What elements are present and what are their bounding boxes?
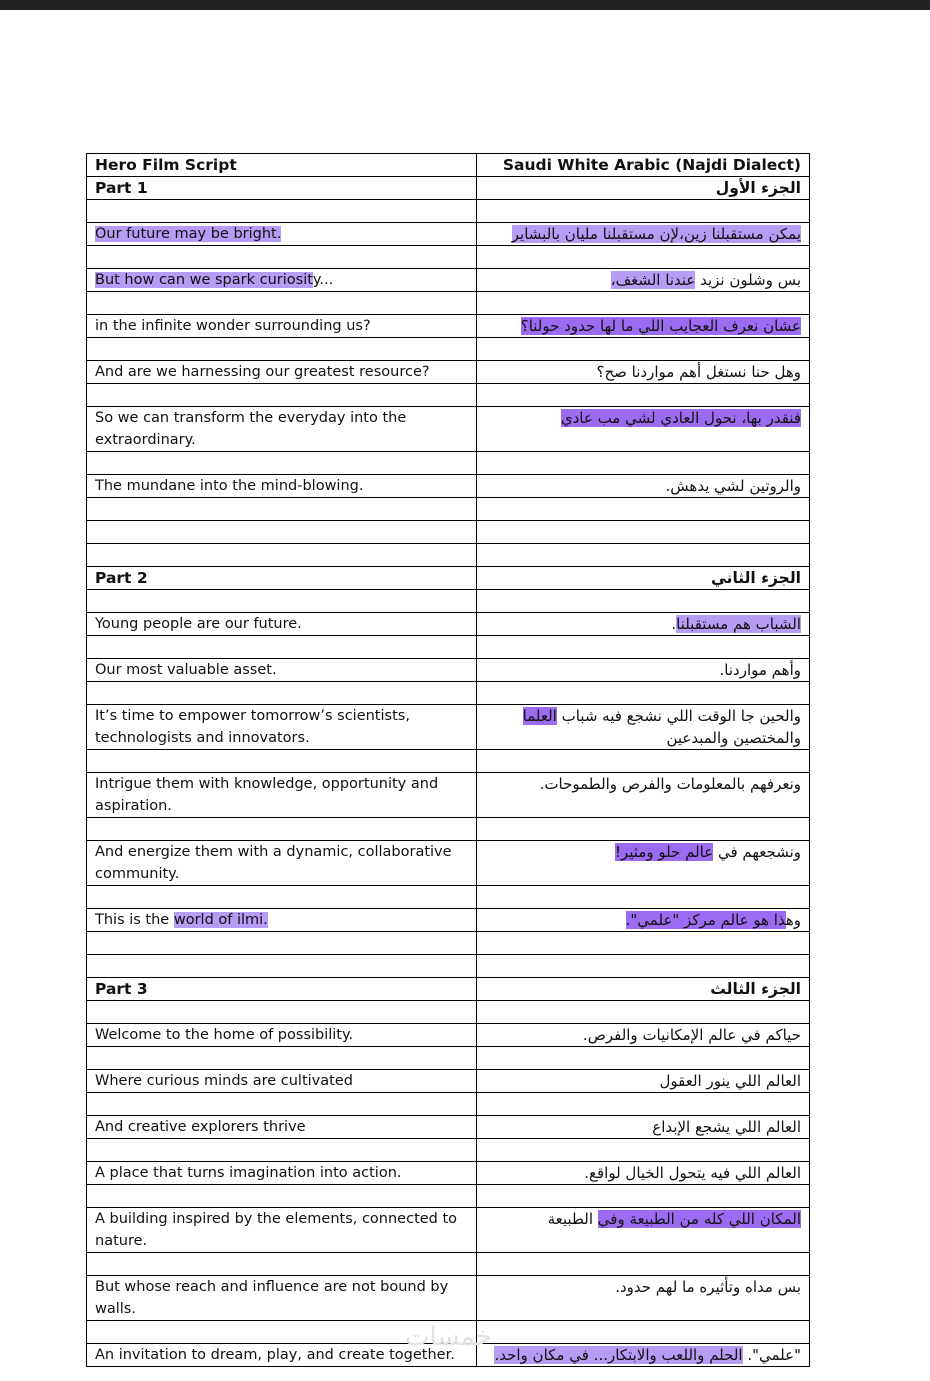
arabic-text: والمختصين والمبدعين bbox=[666, 729, 801, 747]
english-text: Our most valuable asset. bbox=[95, 662, 277, 678]
english-cell bbox=[87, 384, 477, 407]
english-cell bbox=[87, 1139, 477, 1162]
arabic-text: الجزء الثالث bbox=[710, 980, 801, 998]
arabic-cell bbox=[477, 338, 810, 361]
arabic-cell bbox=[477, 1344, 810, 1367]
english-cell bbox=[87, 1093, 477, 1116]
table-row bbox=[87, 909, 810, 932]
header-arabic: Saudi White Arabic (Najdi Dialect) bbox=[477, 154, 810, 177]
blank-row bbox=[87, 384, 810, 407]
table-row bbox=[87, 1070, 810, 1093]
arabic-cell bbox=[477, 1116, 810, 1139]
arabic-cell bbox=[477, 909, 810, 932]
english-cell bbox=[87, 498, 477, 521]
arabic-cell bbox=[477, 521, 810, 544]
english-cell bbox=[87, 1024, 477, 1047]
blank-row bbox=[87, 452, 810, 475]
english-cell bbox=[87, 773, 477, 818]
blank-row bbox=[87, 932, 810, 955]
table-row bbox=[87, 407, 810, 452]
arabic-text: وأهم مواردنا. bbox=[719, 661, 801, 679]
arabic-cell bbox=[477, 177, 810, 200]
english-text: The mundane into the mind-blowing. bbox=[95, 478, 364, 494]
blank-row bbox=[87, 292, 810, 315]
arabic-text: حياكم في عالم الإمكانيات والفرص. bbox=[582, 1026, 801, 1044]
english-text: Part 2 bbox=[95, 569, 148, 587]
english-text: A building inspired by the elements, connected to nature. bbox=[95, 1211, 458, 1249]
arabic-highlight: ذا هو عالم مركز "علمي". bbox=[625, 911, 786, 929]
blank-row bbox=[87, 498, 810, 521]
english-cell bbox=[87, 1276, 477, 1321]
english-cell bbox=[87, 1001, 477, 1024]
english-cell bbox=[87, 590, 477, 613]
arabic-cell bbox=[477, 705, 810, 750]
blank-row bbox=[87, 955, 810, 978]
english-cell bbox=[87, 407, 477, 452]
english-cell bbox=[87, 1253, 477, 1276]
english-cell bbox=[87, 682, 477, 705]
blank-row bbox=[87, 544, 810, 567]
arabic-text: ونشجعهم في bbox=[713, 843, 801, 861]
english-highlight: But how can we spark curiosit bbox=[95, 272, 313, 288]
english-cell bbox=[87, 475, 477, 498]
arabic-cell bbox=[477, 452, 810, 475]
english-cell bbox=[87, 1162, 477, 1185]
arabic-highlight: الحلم واللعب والابتكار... في مكان واحد. bbox=[494, 1346, 743, 1364]
arabic-cell bbox=[477, 1162, 810, 1185]
english-text: Welcome to the home of possibility. bbox=[95, 1027, 354, 1043]
arabic-cell bbox=[477, 200, 810, 223]
watermark: خمسات bbox=[405, 1322, 492, 1352]
english-cell bbox=[87, 818, 477, 841]
blank-row bbox=[87, 590, 810, 613]
table-row bbox=[87, 613, 810, 636]
arabic-text: العالم اللي يشجع الإبداع bbox=[652, 1118, 801, 1136]
english-text: Where curious minds are cultivated bbox=[95, 1073, 353, 1089]
arabic-cell bbox=[477, 841, 810, 886]
arabic-cell bbox=[477, 246, 810, 269]
english-text: Intrigue them with knowledge, opportunity and aspiration. bbox=[95, 776, 439, 814]
table-header-row bbox=[87, 154, 810, 177]
table-row bbox=[87, 1276, 810, 1321]
english-cell bbox=[87, 246, 477, 269]
english-cell bbox=[87, 315, 477, 338]
blank-row bbox=[87, 636, 810, 659]
table-row bbox=[87, 1024, 810, 1047]
english-cell bbox=[87, 613, 477, 636]
table-row bbox=[87, 223, 810, 246]
arabic-cell bbox=[477, 567, 810, 590]
blank-row bbox=[87, 338, 810, 361]
arabic-text: "علمي". bbox=[742, 1346, 801, 1364]
arabic-text: وهل حنا نستغل أهم مواردنا صح؟ bbox=[596, 363, 801, 381]
english-cell bbox=[87, 841, 477, 886]
english-cell bbox=[87, 1070, 477, 1093]
arabic-highlight: الشباب هم مستقبلنا bbox=[676, 615, 801, 633]
blank-row bbox=[87, 1001, 810, 1024]
arabic-cell bbox=[477, 498, 810, 521]
arabic-cell bbox=[477, 292, 810, 315]
english-text: Part 3 bbox=[95, 980, 148, 998]
english-highlight: Our future may be bright. bbox=[95, 226, 282, 242]
english-cell bbox=[87, 567, 477, 590]
english-highlight: world of ilmi. bbox=[173, 912, 268, 928]
arabic-cell bbox=[477, 1070, 810, 1093]
english-text: An invitation to dream, play, and create together. bbox=[95, 1347, 455, 1363]
english-text: Young people are our future. bbox=[95, 616, 302, 632]
top-bar bbox=[0, 0, 930, 10]
arabic-text: العالم اللي ينور العقول bbox=[659, 1072, 801, 1090]
english-text: A place that turns imagination into action. bbox=[95, 1165, 402, 1181]
english-text: And are we harnessing our greatest resource? bbox=[95, 364, 430, 380]
english-cell bbox=[87, 1116, 477, 1139]
english-text: y... bbox=[312, 272, 334, 288]
arabic-cell bbox=[477, 1321, 810, 1344]
arabic-cell bbox=[477, 475, 810, 498]
blank-row bbox=[87, 1253, 810, 1276]
arabic-text: وه bbox=[785, 911, 801, 929]
arabic-text: . bbox=[671, 615, 677, 633]
table-row bbox=[87, 841, 810, 886]
english-cell bbox=[87, 223, 477, 246]
arabic-cell bbox=[477, 932, 810, 955]
table-row bbox=[87, 705, 810, 750]
english-text: in the infinite wonder surrounding us? bbox=[95, 318, 371, 334]
arabic-text: الجزء الأول bbox=[715, 179, 801, 197]
header-english: Hero Film Script bbox=[87, 154, 477, 177]
table-row bbox=[87, 773, 810, 818]
blank-row bbox=[87, 886, 810, 909]
table-row bbox=[87, 1162, 810, 1185]
english-cell bbox=[87, 659, 477, 682]
blank-row bbox=[87, 750, 810, 773]
script-table bbox=[86, 153, 810, 1367]
english-cell bbox=[87, 955, 477, 978]
arabic-text: والحين جا الوقت اللي نشجع فيه شباب bbox=[556, 707, 801, 725]
arabic-cell bbox=[477, 750, 810, 773]
english-cell bbox=[87, 886, 477, 909]
table-row bbox=[87, 659, 810, 682]
english-cell bbox=[87, 750, 477, 773]
english-text: And energize them with a dynamic, collaborative community. bbox=[95, 844, 452, 882]
part-heading-row bbox=[87, 567, 810, 590]
arabic-cell bbox=[477, 886, 810, 909]
arabic-cell bbox=[477, 659, 810, 682]
english-text: It’s time to empower tomorrow’s scientists, technologists and innovators. bbox=[95, 708, 410, 746]
blank-row bbox=[87, 246, 810, 269]
table-row bbox=[87, 361, 810, 384]
part-heading-row bbox=[87, 177, 810, 200]
arabic-cell bbox=[477, 223, 810, 246]
table-row bbox=[87, 475, 810, 498]
english-cell bbox=[87, 521, 477, 544]
arabic-cell bbox=[477, 315, 810, 338]
arabic-highlight: المكان اللي كله من الطبيعة وفي bbox=[597, 1210, 801, 1228]
arabic-cell bbox=[477, 978, 810, 1001]
blank-row bbox=[87, 1139, 810, 1162]
arabic-cell bbox=[477, 1276, 810, 1321]
english-cell bbox=[87, 978, 477, 1001]
english-text: But whose reach and influence are not bound by walls. bbox=[95, 1279, 449, 1317]
english-cell bbox=[87, 932, 477, 955]
english-cell bbox=[87, 338, 477, 361]
english-cell bbox=[87, 200, 477, 223]
arabic-cell bbox=[477, 818, 810, 841]
english-cell bbox=[87, 1208, 477, 1253]
blank-row bbox=[87, 1185, 810, 1208]
table-row bbox=[87, 269, 810, 292]
arabic-cell bbox=[477, 590, 810, 613]
blank-row bbox=[87, 682, 810, 705]
part-heading-row bbox=[87, 978, 810, 1001]
table-row bbox=[87, 315, 810, 338]
english-cell bbox=[87, 177, 477, 200]
english-cell bbox=[87, 292, 477, 315]
arabic-cell bbox=[477, 1093, 810, 1116]
english-cell bbox=[87, 1185, 477, 1208]
arabic-highlight: يمكن مستقبلنا زين،لإن مستقبلنا مليان بالبشاير bbox=[511, 225, 801, 243]
arabic-text: والروتين لشي يدهش. bbox=[665, 477, 801, 495]
arabic-text: الجزء الثاني bbox=[710, 569, 801, 587]
arabic-cell bbox=[477, 613, 810, 636]
blank-row bbox=[87, 521, 810, 544]
english-text: This is the bbox=[95, 912, 174, 928]
arabic-cell bbox=[477, 1208, 810, 1253]
arabic-cell bbox=[477, 544, 810, 567]
arabic-cell bbox=[477, 1139, 810, 1162]
arabic-cell bbox=[477, 1253, 810, 1276]
arabic-cell bbox=[477, 1001, 810, 1024]
arabic-cell bbox=[477, 636, 810, 659]
english-cell bbox=[87, 269, 477, 292]
arabic-highlight: عالم حلو ومثير! bbox=[614, 843, 714, 861]
arabic-cell bbox=[477, 269, 810, 292]
table-row bbox=[87, 1208, 810, 1253]
arabic-cell bbox=[477, 682, 810, 705]
english-cell bbox=[87, 705, 477, 750]
blank-row bbox=[87, 200, 810, 223]
english-cell bbox=[87, 1047, 477, 1070]
arabic-cell bbox=[477, 1185, 810, 1208]
english-text: So we can transform the everyday into the extraordinary. bbox=[95, 410, 407, 448]
english-cell bbox=[87, 544, 477, 567]
english-cell bbox=[87, 361, 477, 384]
table-row bbox=[87, 1116, 810, 1139]
arabic-highlight: العلما bbox=[522, 707, 557, 725]
arabic-text: ونعرفهم بالمعلومات والفرص والطموحات. bbox=[539, 775, 801, 793]
arabic-cell bbox=[477, 384, 810, 407]
arabic-text: بس مداه وتأثيره ما لهم حدود. bbox=[615, 1278, 801, 1296]
arabic-text: بس وشلون نزيد bbox=[695, 271, 801, 289]
english-text: Part 1 bbox=[95, 179, 148, 197]
arabic-text: الطبيعة bbox=[547, 1210, 598, 1228]
arabic-highlight: عشان نعرف العجايب اللي ما لها حدود حولنا؟ bbox=[520, 317, 801, 335]
english-cell bbox=[87, 452, 477, 475]
blank-row bbox=[87, 818, 810, 841]
arabic-cell bbox=[477, 361, 810, 384]
arabic-cell bbox=[477, 1024, 810, 1047]
english-text: And creative explorers thrive bbox=[95, 1119, 306, 1135]
english-cell bbox=[87, 636, 477, 659]
arabic-text: العالم اللي فيه يتحول الخيال لواقع. bbox=[584, 1164, 801, 1182]
arabic-highlight: فنقدر بها، نحول العادي لشي مب عادي bbox=[560, 409, 801, 427]
blank-row bbox=[87, 1093, 810, 1116]
arabic-cell bbox=[477, 407, 810, 452]
arabic-cell bbox=[477, 955, 810, 978]
arabic-cell bbox=[477, 773, 810, 818]
arabic-highlight: عندنا الشغف، bbox=[610, 271, 696, 289]
english-cell bbox=[87, 909, 477, 932]
arabic-cell bbox=[477, 1047, 810, 1070]
blank-row bbox=[87, 1047, 810, 1070]
